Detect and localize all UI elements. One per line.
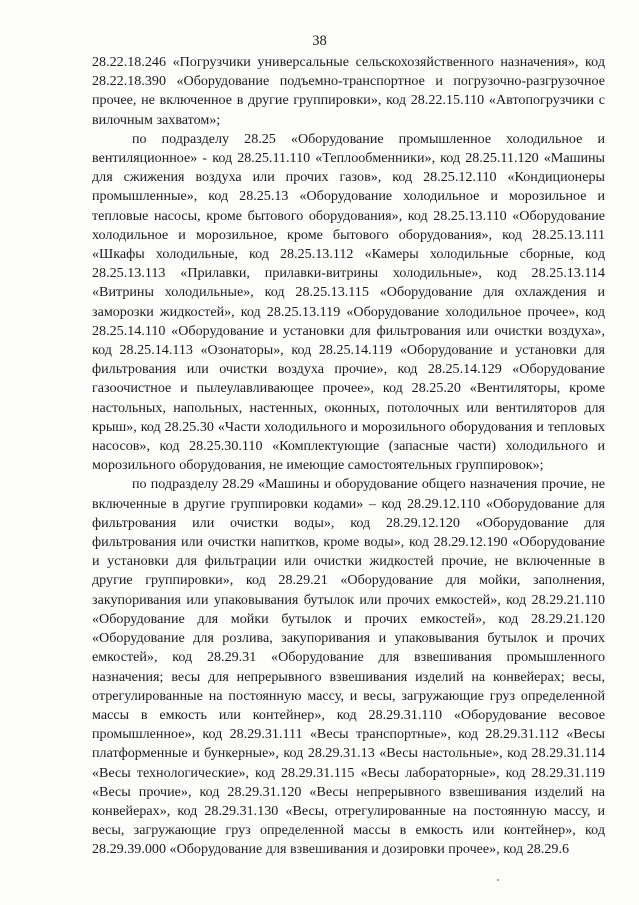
scan-speck — [497, 879, 499, 881]
paragraph-1: 28.22.18.246 «Погрузчики универсальные сельскохозяйственного назначения», код 28.22.18.390 «Оборудование подъемно-транспортное и погрузочно-разгрузочное прочее, не включенное в другие группировки», код 28.22.15.110 «Автопогрузчики с вилочным захватом»; — [92, 54, 605, 128]
page-number: 38 — [312, 33, 327, 49]
paragraph-2: по подразделу 28.25 «Оборудование промышленное холодильное и вентиляционное» - код 28.25.11.110 «Теплообменники», код 28.25.11.120 «Машины для сжижения воздуха или прочих газов», код 28.25.12.110 «Кондиционеры промышленные», код 28.25.13 «Оборудование холодильное и морозильное и тепловые насосы, кроме бытового оборудования», код 28.25.13.110 «Оборудование холодильное и морозильное, кроме бытового оборудования», код 28.25.13.111 «Шкафы холодильные, код 28.25.13.112 «Камеры холодильные сборные, код 28.25.13.113 «Прилавки, прилавки-витрины холодильные», код 28.25.13.114 «Витрины холодильные», код 28.25.13.115 «Оборудование для охлаждения и заморозки жидкостей», код 28.25.13.119 «Оборудование холодильное прочее», код 28.25.14.110 «Оборудование и установки для фильтрования или очистки воздуха», код 28.25.14.113 «Озонаторы», код 28.25.14.119 «Оборудование и установки для фильтрования или очистки воздуха прочие», код 28.25.14.129 «Оборудование газоочистное и пылеулавливающее прочее», код 28.25.20 «Вентиляторы, кроме настольных, напольных, настенных, оконных, потолочных или вентиляторов для крыш», код 28.25.30 «Части холодильного и морозильного оборудования и тепловых насосов», код 28.25.30.110 «Комплектующие (запасные части) холодильного и морозильного оборудования, не имеющие самостоятельных группировок»; — [92, 130, 605, 474]
paragraph-3: по подразделу 28.29 «Машины и оборудование общего назначения прочие, не включенные в другие группировки кодами» – код 28.29.12.110 «Оборудование для фильтрования или очистки воды», код 28.29.12.120 «Оборудование для фильтрования или очистки напитков, кроме воды», код 28.29.12.190 «Оборудование и установки для фильтрации или очистки жидкостей прочие, не включенные в другие группировки», код 28.29.21 «Оборудование для мойки, заполнения, закупоривания или упаковывания бутылок или прочих емкостей», код 28.29.21.110 «Оборудование для мойки бутылок и прочих емкостей», код 28.29.21.120 «Оборудование для розлива, закупоривания и упаковывания бутылок и прочих емкостей», код 28.29.31 «Оборудование для взвешивания промышленного назначения; весы для непрерывного взвешивания изделий на конвейерах; весы, отрегулированные на постоянную массу, и весы, загружающие груз определенной массы в емкость или контейнер», код 28.29.31.110 «Оборудование весовое промышленное», код 28.29.31.111 «Весы транспортные», код 28.29.31.112 «Весы платформенные и бункерные», код 28.29.31.13 «Весы настольные», код 28.29.31.114 «Весы технологические», код 28.29.31.115 «Весы лабораторные», код 28.29.31.119 «Весы прочие», код 28.29.31.120 «Весы непрерывного взвешивания изделий на конвейерах», код 28.29.31.130 «Весы, отрегулированные на постоянную массу, и весы, загружающие груз определенной массы в емкость или контейнер», код 28.29.39.000 «Оборудование для взвешивания и дозировки прочее», код 28.29.6 — [92, 476, 605, 858]
document-body — [92, 53, 605, 860]
